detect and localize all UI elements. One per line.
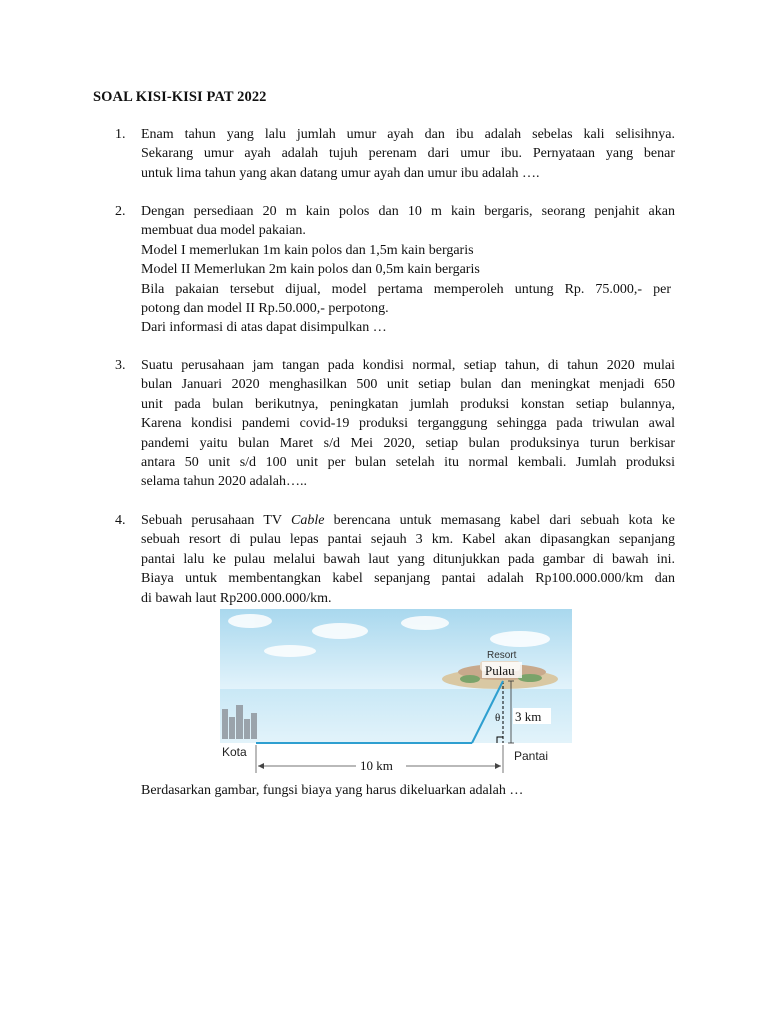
question-text-line: Karena kondisi pandemi covid-19 produksi terganggung sehingga pada triwulan awal bbox=[141, 416, 675, 432]
question-1 bbox=[115, 125, 675, 183]
italic-term: Cable bbox=[291, 513, 325, 528]
question-text-line: selama tahun 2020 adalah….. bbox=[141, 474, 308, 490]
ten-km-label: 10 km bbox=[360, 758, 393, 773]
question-text-line: sebuah resort di pulau lepas pantai sejauh 3 km. Kabel akan dipasangkan sepanjang bbox=[141, 532, 675, 548]
question-text-line: Model I memerlukan 1m kain polos dan 1,5m kain bergaris bbox=[141, 242, 474, 258]
question-number: 1. bbox=[115, 127, 126, 142]
question-text-line: bulan Januari 2020 menghasilkan 500 unit setiap bulan dan meningkat menjadi 650 bbox=[141, 377, 675, 393]
cable-diagram bbox=[220, 609, 572, 777]
question-text-line: unit pada bulan berikutnya, peningkatan jumlah produksi konstan setiap bulannya, bbox=[141, 396, 675, 412]
theta-label: θ bbox=[495, 712, 501, 724]
question-2 bbox=[115, 202, 675, 338]
question-text-line: potong dan model II Rp.50.000,- perpotong. bbox=[141, 301, 389, 317]
question-text-line: untuk lima tahun yang akan datang umur ayah dan umur ibu adalah …. bbox=[141, 165, 540, 181]
question-number: 4. bbox=[115, 513, 126, 528]
question-text-line: pandemi yaitu bulan Maret s/d Mei 2020, setiap bulan produksinya turun berkisar bbox=[141, 435, 675, 451]
question-number: 3. bbox=[115, 358, 126, 373]
question-text-line: Bila pakaian tersebut dijual, model pertama memperoleh untung Rp. 75.000,- per bbox=[141, 281, 671, 297]
question-number: 2. bbox=[115, 204, 126, 219]
three-km-label: 3 km bbox=[515, 709, 542, 724]
kota-label: Kota bbox=[222, 745, 247, 759]
question-text-line: Sekarang umur ayah adalah tujuh perenam dari umur ibu. Pernyataan yang benar bbox=[141, 146, 675, 162]
question-text-line: membuat dua model pakaian. bbox=[141, 223, 306, 239]
question-text-line: Model II Memerlukan 2m kain polos dan 0,5m kain bergaris bbox=[141, 262, 480, 278]
question-text-line: di bawah laut Rp200.000.000/km. bbox=[141, 590, 332, 606]
pantai-label: Pantai bbox=[514, 749, 549, 763]
cable-diagram-figure bbox=[220, 609, 572, 777]
question-text-line: pantai lalu ke pulau melalui bawah laut yang ditunjukkan pada gambar di bawah ini. bbox=[141, 551, 675, 567]
page-title: SOAL KISI-KISI PAT 2022 bbox=[93, 89, 267, 105]
question-text-line bbox=[141, 511, 675, 530]
text-segment: berencana untuk memasang kabel dari sebuah kota ke bbox=[324, 513, 675, 528]
question-text-line: Enam tahun yang lalu jumlah umur ayah dan ibu adalah sebelas kali selisihnya. bbox=[141, 127, 675, 142]
figure-caption: Berdasarkan gambar, fungsi biaya yang harus dikeluarkan adalah … bbox=[141, 783, 524, 798]
question-text-line: Dengan persediaan 20 m kain polos dan 10 m kain bergaris, seorang penjahit akan bbox=[141, 204, 675, 219]
pulau-label: Pulau bbox=[485, 663, 515, 678]
question-text-line: Dari informasi di atas dapat disimpulkan … bbox=[141, 320, 387, 336]
question-3 bbox=[115, 356, 675, 492]
question-text-line: Biaya untuk membentangkan kabel sepanjang pantai adalah Rp100.000.000/km dan bbox=[141, 571, 675, 587]
text-segment: Sebuah perusahaan TV bbox=[141, 513, 291, 528]
question-text-line: Suatu perusahaan jam tangan pada kondisi normal, setiap tahun, di tahun 2020 mulai bbox=[141, 358, 675, 373]
question-text-line: antara 50 unit s/d 100 unit per bulan setelah itu normal kembali. Jumlah produksi bbox=[141, 455, 675, 471]
resort-label: Resort bbox=[487, 650, 517, 661]
question-4 bbox=[115, 511, 675, 608]
